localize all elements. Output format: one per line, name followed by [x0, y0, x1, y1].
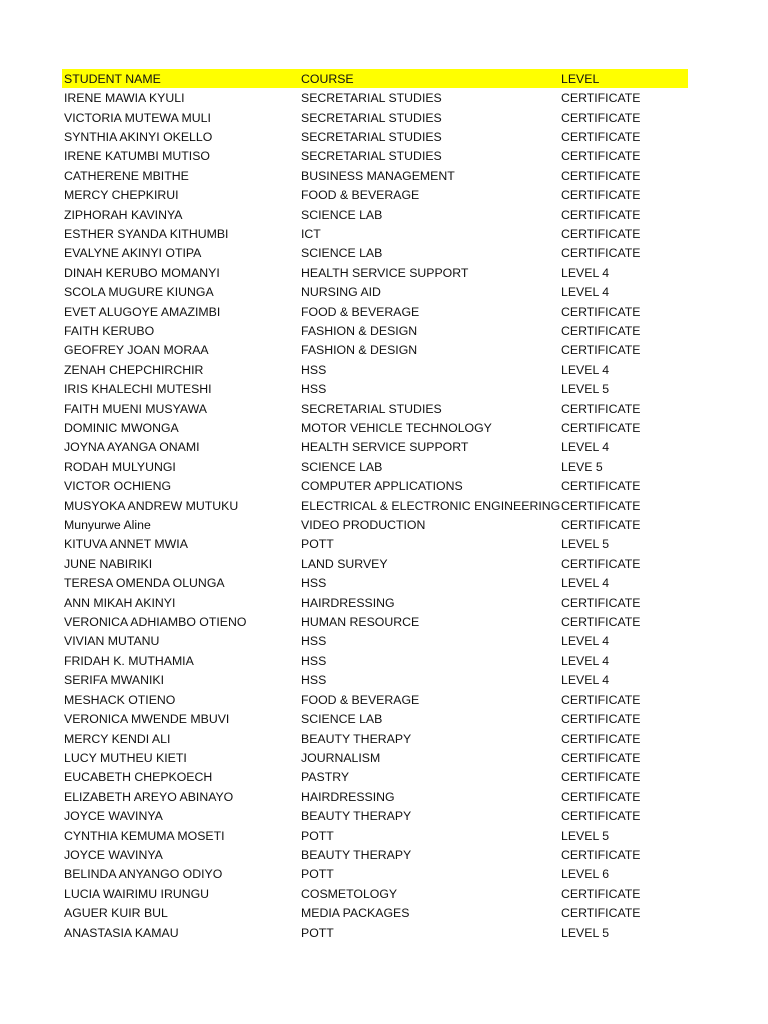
- level-cell: LEVEL 4: [561, 265, 610, 280]
- level-cell: LEVEL 6: [561, 867, 610, 882]
- course-cell: HAIRDRESSING: [301, 789, 395, 804]
- student-name-cell: FAITH KERUBO: [64, 323, 155, 338]
- student-name-cell: ZENAH CHEPCHIRCHIR: [64, 362, 204, 377]
- table-row: [62, 224, 688, 243]
- table-row: [62, 302, 688, 321]
- student-table: [62, 69, 688, 942]
- student-name-cell: SERIFA MWANIKI: [64, 673, 164, 688]
- table-row: [62, 244, 688, 263]
- student-name-cell: EVALYNE AKINYI OTIPA: [64, 246, 202, 261]
- level-cell: CERTIFICATE: [561, 556, 641, 571]
- course-cell: SCIENCE LAB: [301, 712, 383, 727]
- level-cell: LEVEL 4: [561, 634, 610, 649]
- student-name-cell: JOYNA AYANGA ONAMI: [64, 440, 200, 455]
- course-cell: HSS: [301, 362, 327, 377]
- table-row: [62, 321, 688, 340]
- level-cell: LEVEL 4: [561, 653, 610, 668]
- table-row: [62, 399, 688, 418]
- level-cell: LEVEL 5: [561, 382, 610, 397]
- course-cell: ELECTRICAL & ELECTRONIC ENGINEERING: [301, 498, 561, 513]
- level-cell: CERTIFICATE: [561, 498, 641, 513]
- table-row: [62, 535, 688, 554]
- course-cell: HSS: [301, 634, 327, 649]
- table-row: [62, 826, 688, 845]
- student-name-cell: MERCY CHEPKIRUI: [64, 188, 179, 203]
- table-row: [62, 671, 688, 690]
- level-cell: CERTIFICATE: [561, 906, 641, 921]
- table-row: [62, 438, 688, 457]
- course-cell: HSS: [301, 673, 327, 688]
- table-row: [62, 360, 688, 379]
- table-row: [62, 787, 688, 806]
- table-row: [62, 806, 688, 825]
- student-name-cell: ANN MIKAH AKINYI: [64, 595, 176, 610]
- course-cell: MEDIA PACKAGES: [301, 906, 410, 921]
- level-cell: CERTIFICATE: [561, 847, 641, 862]
- course-cell: ICT: [301, 226, 321, 241]
- table-row: [62, 768, 688, 787]
- student-name-cell: EVET ALUGOYE AMAZIMBI: [64, 304, 221, 319]
- course-cell: FOOD & BEVERAGE: [301, 304, 420, 319]
- student-name-cell: KITUVA ANNET MWIA: [64, 537, 188, 552]
- course-cell: SECRETARIAL STUDIES: [301, 149, 442, 164]
- table-row: [62, 282, 688, 301]
- table-row: [62, 651, 688, 670]
- table-row: [62, 515, 688, 534]
- student-name-cell: VIVIAN MUTANU: [64, 634, 160, 649]
- level-cell: CERTIFICATE: [561, 809, 641, 824]
- student-name-cell: TERESA OMENDA OLUNGA: [64, 576, 225, 591]
- course-cell: POTT: [301, 537, 334, 552]
- student-name-cell: ELIZABETH AREYO ABINAYO: [64, 789, 234, 804]
- course-cell: LAND SURVEY: [301, 556, 388, 571]
- table-row: [62, 457, 688, 476]
- level-cell: CERTIFICATE: [561, 226, 641, 241]
- level-cell: LEVEL 5: [561, 828, 610, 843]
- level-cell: CERTIFICATE: [561, 207, 641, 222]
- table-row: [62, 690, 688, 709]
- course-cell: SCIENCE LAB: [301, 459, 383, 474]
- level-cell: CERTIFICATE: [561, 731, 641, 746]
- level-cell: LEVE 5: [561, 459, 603, 474]
- student-name-cell: ZIPHORAH KAVINYA: [64, 207, 183, 222]
- course-cell: SECRETARIAL STUDIES: [301, 129, 442, 144]
- table-row: [62, 632, 688, 651]
- student-name-cell: RODAH MULYUNGI: [64, 459, 176, 474]
- student-name-cell: CYNTHIA KEMUMA MOSETI: [64, 828, 225, 843]
- student-name-cell: EUCABETH CHEPKOECH: [64, 770, 213, 785]
- level-cell: CERTIFICATE: [561, 712, 641, 727]
- course-cell: SECRETARIAL STUDIES: [301, 110, 442, 125]
- course-cell: HSS: [301, 576, 327, 591]
- student-name-cell: FAITH MUENI MUSYAWA: [64, 401, 208, 416]
- level-cell: CERTIFICATE: [561, 401, 641, 416]
- student-name-cell: SYNTHIA AKINYI OKELLO: [64, 129, 213, 144]
- student-name-cell: IRENE KATUMBI MUTISO: [64, 149, 210, 164]
- table-row: [62, 903, 688, 922]
- course-cell: NURSING AID: [301, 285, 381, 300]
- level-cell: CERTIFICATE: [561, 789, 641, 804]
- level-cell: LEVEL 4: [561, 440, 610, 455]
- course-cell: POTT: [301, 828, 334, 843]
- course-cell: BEAUTY THERAPY: [301, 731, 412, 746]
- student-name-cell: SCOLA MUGURE KIUNGA: [64, 285, 214, 300]
- table-header-row: [62, 69, 688, 88]
- level-cell: CERTIFICATE: [561, 188, 641, 203]
- course-cell: BUSINESS MANAGEMENT: [301, 168, 455, 183]
- student-name-cell: MESHACK OTIENO: [64, 692, 176, 707]
- student-name-cell: BELINDA ANYANGO ODIYO: [64, 867, 223, 882]
- level-cell: CERTIFICATE: [561, 168, 641, 183]
- course-cell: BEAUTY THERAPY: [301, 847, 412, 862]
- level-cell: CERTIFICATE: [561, 770, 641, 785]
- student-name-cell: FRIDAH K. MUTHAMIA: [64, 653, 194, 668]
- course-cell: COMPUTER APPLICATIONS: [301, 479, 463, 494]
- table-row: [62, 166, 688, 185]
- table-row: [62, 380, 688, 399]
- table-row: [62, 729, 688, 748]
- course-cell: HSS: [301, 653, 327, 668]
- header-level: LEVEL: [561, 71, 600, 86]
- table-row: [62, 418, 688, 437]
- table-row: [62, 845, 688, 864]
- student-name-cell: JUNE NABIRIKI: [64, 556, 153, 571]
- student-name-cell: DINAH KERUBO MOMANYI: [64, 265, 220, 280]
- table-row: [62, 593, 688, 612]
- table-row: [62, 554, 688, 573]
- student-name-cell: VERONICA ADHIAMBO OTIENO: [64, 615, 247, 630]
- level-cell: CERTIFICATE: [561, 479, 641, 494]
- table-row: [62, 127, 688, 146]
- level-cell: LEVEL 4: [561, 576, 610, 591]
- level-cell: LEVEL 5: [561, 925, 610, 940]
- level-cell: LEVEL 4: [561, 285, 610, 300]
- table-row: [62, 884, 688, 903]
- table-row: [62, 205, 688, 224]
- level-cell: LEVEL 4: [561, 673, 610, 688]
- course-cell: FASHION & DESIGN: [301, 343, 418, 358]
- course-cell: MOTOR VEHICLE TECHNOLOGY: [301, 421, 492, 436]
- student-name-cell: ESTHER SYANDA KITHUMBI: [64, 226, 229, 241]
- level-cell: CERTIFICATE: [561, 246, 641, 261]
- table-row: [62, 612, 688, 631]
- course-cell: SCIENCE LAB: [301, 246, 383, 261]
- header-student-name: STUDENT NAME: [64, 71, 161, 86]
- course-cell: POTT: [301, 925, 334, 940]
- level-cell: LEVEL 5: [561, 537, 610, 552]
- table-row: [62, 341, 688, 360]
- student-name-cell: AGUER KUIR BUL: [64, 906, 168, 921]
- level-cell: CERTIFICATE: [561, 750, 641, 765]
- level-cell: CERTIFICATE: [561, 323, 641, 338]
- level-cell: CERTIFICATE: [561, 421, 641, 436]
- student-name-cell: VICTORIA MUTEWA MULI: [64, 110, 211, 125]
- table-row: [62, 108, 688, 127]
- header-course: COURSE: [301, 71, 354, 86]
- course-cell: VIDEO PRODUCTION: [301, 518, 426, 533]
- table-row: [62, 865, 688, 884]
- table-body: [62, 88, 688, 942]
- table-row: [62, 263, 688, 282]
- student-name-cell: VICTOR OCHIENG: [64, 479, 172, 494]
- course-cell: HAIRDRESSING: [301, 595, 395, 610]
- course-cell: SECRETARIAL STUDIES: [301, 401, 442, 416]
- course-cell: HEALTH SERVICE SUPPORT: [301, 440, 469, 455]
- student-name-cell: IRIS KHALECHI MUTESHI: [64, 382, 212, 397]
- level-cell: LEVEL 4: [561, 362, 610, 377]
- student-name-cell: JOYCE WAVINYA: [64, 809, 163, 824]
- table-row: [62, 88, 688, 107]
- table-row: [62, 147, 688, 166]
- student-name-cell: ANASTASIA KAMAU: [64, 925, 179, 940]
- table-row: [62, 923, 688, 942]
- course-cell: HEALTH SERVICE SUPPORT: [301, 265, 469, 280]
- student-name-cell: CATHERENE MBITHE: [64, 168, 189, 183]
- student-name-cell: GEOFREY JOAN MORAA: [64, 343, 209, 358]
- student-name-cell: MERCY KENDI ALI: [64, 731, 171, 746]
- student-name-cell: Munyurwe Aline: [64, 518, 151, 533]
- course-cell: HSS: [301, 382, 327, 397]
- level-cell: CERTIFICATE: [561, 343, 641, 358]
- level-cell: CERTIFICATE: [561, 129, 641, 144]
- table-row: [62, 496, 688, 515]
- course-cell: FASHION & DESIGN: [301, 323, 418, 338]
- course-cell: COSMETOLOGY: [301, 886, 398, 901]
- table-row: [62, 748, 688, 767]
- student-name-cell: IRENE MAWIA KYULI: [64, 91, 185, 106]
- student-name-cell: LUCY MUTHEU KIETI: [64, 750, 187, 765]
- level-cell: CERTIFICATE: [561, 518, 641, 533]
- student-name-cell: DOMINIC MWONGA: [64, 421, 179, 436]
- course-cell: JOURNALISM: [301, 750, 381, 765]
- course-cell: FOOD & BEVERAGE: [301, 692, 420, 707]
- level-cell: CERTIFICATE: [561, 304, 641, 319]
- level-cell: CERTIFICATE: [561, 886, 641, 901]
- course-cell: BEAUTY THERAPY: [301, 809, 412, 824]
- table-row: [62, 477, 688, 496]
- course-cell: HUMAN RESOURCE: [301, 615, 420, 630]
- level-cell: CERTIFICATE: [561, 91, 641, 106]
- student-name-cell: VERONICA MWENDE MBUVI: [64, 712, 230, 727]
- course-cell: SECRETARIAL STUDIES: [301, 91, 442, 106]
- student-name-cell: LUCIA WAIRIMU IRUNGU: [64, 886, 210, 901]
- level-cell: CERTIFICATE: [561, 595, 641, 610]
- course-cell: SCIENCE LAB: [301, 207, 383, 222]
- table-row: [62, 574, 688, 593]
- course-cell: PASTRY: [301, 770, 350, 785]
- level-cell: CERTIFICATE: [561, 615, 641, 630]
- level-cell: CERTIFICATE: [561, 110, 641, 125]
- course-cell: POTT: [301, 867, 334, 882]
- student-name-cell: JOYCE WAVINYA: [64, 847, 163, 862]
- level-cell: CERTIFICATE: [561, 692, 641, 707]
- table-row: [62, 709, 688, 728]
- student-name-cell: MUSYOKA ANDREW MUTUKU: [64, 498, 239, 513]
- course-cell: FOOD & BEVERAGE: [301, 188, 420, 203]
- level-cell: CERTIFICATE: [561, 149, 641, 164]
- table-row: [62, 185, 688, 204]
